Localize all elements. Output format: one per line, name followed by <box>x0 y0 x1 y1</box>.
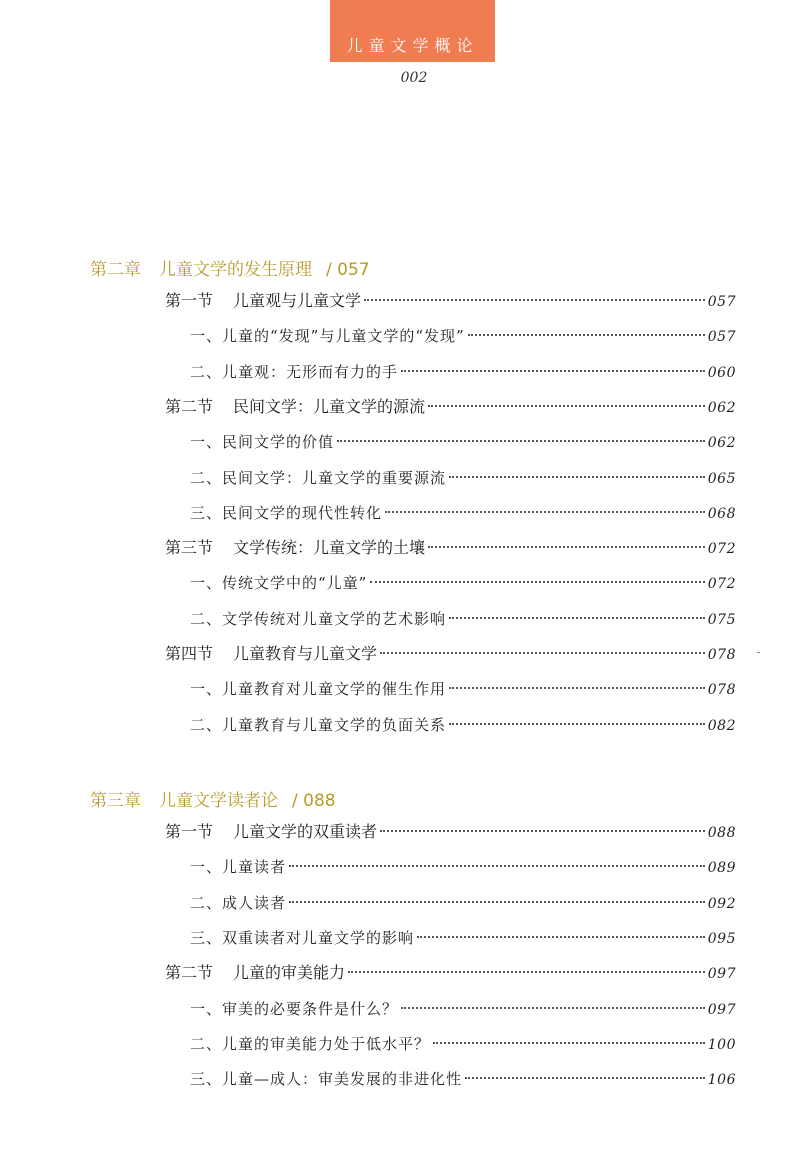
item-title: 二、儿童观：无形而有力的手 <box>190 362 399 381</box>
toc-item-row[interactable] <box>190 712 736 738</box>
dot-leader <box>449 687 705 689</box>
toc-label <box>165 394 425 420</box>
dot-leader <box>401 1007 705 1009</box>
section-number: 第一节 <box>165 822 214 841</box>
dot-leader <box>465 1077 705 1079</box>
toc-page-number: 078 <box>707 647 736 663</box>
item-title: 一、儿童教育对儿童文学的催生作用 <box>190 680 447 699</box>
chapter-heading[interactable] <box>90 789 336 813</box>
item-title: 二、文学传统对儿童文学的艺术影响 <box>190 609 447 628</box>
dot-leader <box>370 581 704 583</box>
toc-page-number: 106 <box>707 1072 736 1089</box>
toc-item-row[interactable] <box>190 323 736 349</box>
toc-page-number: 097 <box>707 966 736 983</box>
toc-label <box>190 1031 430 1057</box>
dot-leader <box>364 299 705 301</box>
margin-mark <box>757 652 760 653</box>
toc-page-number: 088 <box>707 825 736 841</box>
page-number: 002 <box>400 70 428 86</box>
toc-label <box>190 1066 462 1092</box>
toc-page-number: 072 <box>707 541 736 558</box>
section-number: 第一节 <box>165 291 214 310</box>
chapter-page: / 057 <box>326 260 370 280</box>
toc-label <box>190 359 398 385</box>
toc-section-row[interactable] <box>165 819 736 845</box>
dot-leader <box>380 652 705 654</box>
toc-item-row[interactable] <box>190 1066 736 1092</box>
toc-item-row[interactable] <box>190 890 736 916</box>
section-number: 第三节 <box>165 538 214 558</box>
item-title: 一、儿童读者 <box>190 858 287 877</box>
dot-leader <box>449 617 705 619</box>
toc-page-number: 078 <box>707 682 736 699</box>
toc-item-row[interactable] <box>190 500 736 526</box>
toc-page-number: 075 <box>707 611 736 628</box>
chapter-title: 儿童文学的发生原理 <box>159 260 312 280</box>
dot-leader <box>401 370 705 372</box>
toc-page-number: 092 <box>707 895 736 912</box>
item-title: 一、审美的必要条件是什么？ <box>190 999 399 1018</box>
toc-section-row[interactable] <box>165 641 736 667</box>
toc-label <box>190 854 286 880</box>
dot-leader <box>468 334 705 336</box>
item-title: 三、民间文学的现代性转化 <box>190 503 383 522</box>
chapter-title: 儿童文学读者论 <box>159 791 278 811</box>
section-title: 文学传统：儿童文学的土壤 <box>233 538 426 558</box>
dot-leader <box>289 865 705 867</box>
toc-section-row[interactable] <box>165 288 736 314</box>
toc-label <box>165 535 425 561</box>
toc-label <box>165 288 361 314</box>
toc-label <box>190 429 334 455</box>
item-title: 一、传统文学中的“儿童” <box>190 574 368 593</box>
toc-item-row[interactable] <box>190 996 736 1022</box>
toc-item-row[interactable] <box>190 925 736 951</box>
toc-page-number: 097 <box>707 1001 736 1018</box>
toc-page-number: 062 <box>707 435 736 452</box>
dot-leader <box>428 546 705 548</box>
dot-leader <box>348 971 705 973</box>
toc-page-number: 100 <box>707 1036 736 1053</box>
dot-leader <box>417 936 705 938</box>
toc-section-row[interactable] <box>165 960 736 986</box>
toc-label <box>190 996 398 1022</box>
toc-item-row[interactable] <box>190 606 736 632</box>
toc-page-number: 095 <box>707 930 736 947</box>
section-number: 第二节 <box>165 963 214 983</box>
item-title: 二、成人读者 <box>190 893 287 912</box>
toc-page-number: 089 <box>707 860 736 877</box>
item-title: 三、双重读者对儿童文学的影响 <box>190 928 415 947</box>
toc-item-row[interactable] <box>190 429 736 455</box>
toc-page-number: 062 <box>707 399 736 416</box>
toc-label <box>190 712 446 738</box>
section-number: 第二节 <box>165 396 214 416</box>
item-title: 二、民间文学：儿童文学的重要源流 <box>190 468 447 487</box>
toc-page-number: 068 <box>707 505 736 522</box>
toc-label <box>190 323 465 349</box>
chapter-page: / 088 <box>292 791 336 811</box>
section-title: 儿童的审美能力 <box>233 963 346 983</box>
item-title: 一、儿童的“发现”与儿童文学的“发现” <box>190 327 465 346</box>
toc-page-number: 065 <box>707 470 736 487</box>
toc-page-number: 057 <box>707 294 736 310</box>
section-title: 民间文学：儿童文学的源流 <box>233 396 426 416</box>
toc-item-row[interactable] <box>190 570 736 596</box>
toc-label <box>190 570 367 596</box>
toc-section-row[interactable] <box>165 535 736 561</box>
toc-page-number: 057 <box>707 329 736 346</box>
toc-label <box>165 641 377 667</box>
toc-label <box>190 925 414 951</box>
section-title: 儿童观与儿童文学 <box>233 291 362 310</box>
dot-leader <box>380 830 705 832</box>
section-title: 儿童教育与儿童文学 <box>233 644 378 663</box>
section-number: 第四节 <box>165 644 214 663</box>
toc-page-number: 072 <box>707 576 736 593</box>
toc-label <box>165 960 345 986</box>
item-title: 二、儿童教育与儿童文学的负面关系 <box>190 715 447 734</box>
toc-label <box>190 890 286 916</box>
header-tab <box>330 0 495 62</box>
toc-page-number: 082 <box>707 717 736 734</box>
toc-page-number: 060 <box>707 364 736 381</box>
chapter-number: 第二章 <box>90 260 141 280</box>
dot-leader <box>289 901 705 903</box>
book-title: 儿童文学概论 <box>346 36 479 55</box>
item-title: 三、儿童—成人：审美发展的非进化性 <box>190 1070 463 1089</box>
toc-item-row[interactable] <box>190 854 736 880</box>
toc-label <box>190 500 382 526</box>
chapter-heading[interactable] <box>90 258 370 282</box>
toc-label <box>190 676 446 702</box>
dot-leader <box>385 511 705 513</box>
toc-label <box>190 465 446 491</box>
toc-item-row[interactable] <box>190 1031 736 1057</box>
toc-label <box>190 606 446 632</box>
dot-leader <box>449 476 705 478</box>
item-title: 二、儿童的审美能力处于低水平？ <box>190 1034 431 1053</box>
item-title: 一、民间文学的价值 <box>190 433 335 452</box>
toc-label <box>165 819 377 845</box>
toc-section-row[interactable] <box>165 394 736 420</box>
section-title: 儿童文学的双重读者 <box>233 822 378 841</box>
dot-leader <box>428 405 705 407</box>
toc-item-row[interactable] <box>190 465 736 491</box>
chapter-number: 第三章 <box>90 791 141 811</box>
dot-leader <box>433 1042 705 1044</box>
toc-item-row[interactable] <box>190 359 736 385</box>
toc-item-row[interactable] <box>190 676 736 702</box>
dot-leader <box>337 440 705 442</box>
dot-leader <box>449 723 705 725</box>
